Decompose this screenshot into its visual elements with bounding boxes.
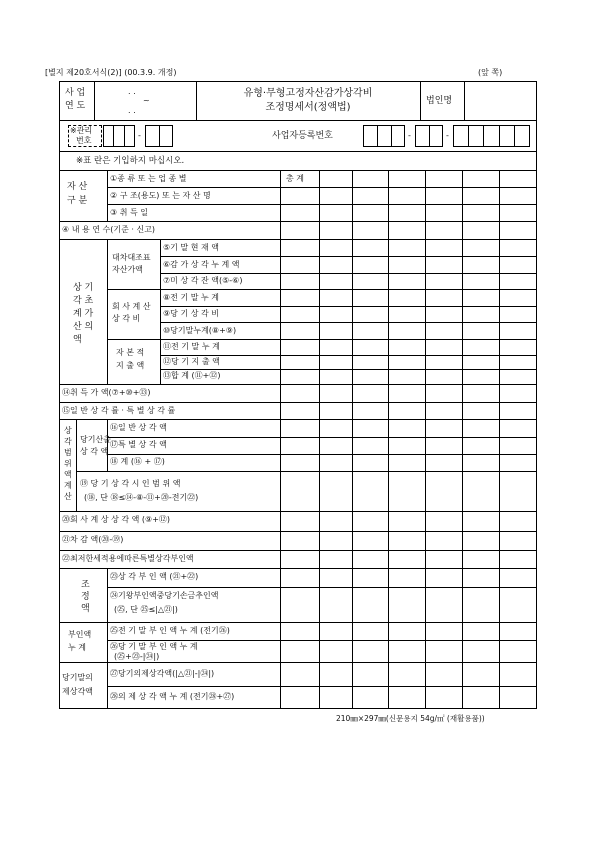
mgmt-number-field-1[interactable]	[103, 125, 135, 147]
form-subtitle: 조정명세서(정액법)	[265, 102, 351, 113]
page-side: (앞 쪽)	[478, 68, 503, 77]
row-19-formula: (⑱, 단 ⑱≤⑭-⑧-⑪+⑳-전기㉒)	[84, 493, 199, 502]
row-25: ㉕전 기 말 부 인 액 누 계 (전기㉖)	[110, 626, 230, 635]
company-calc-label-2: 상 각 비	[112, 314, 141, 323]
capital-expense-label-2: 지 출 액	[116, 361, 145, 370]
row-5: ⑤기 말 현 재 액	[163, 243, 219, 252]
row-12: ⑫당 기 지 출 액	[163, 357, 220, 366]
row-7: ⑦미 상 각 잔 액(⑤-⑥)	[163, 276, 243, 285]
form-reference: [별지 제20호서식(2)] (00.3.9. 개정)	[45, 68, 177, 77]
bs-label-2: 자산가액	[112, 265, 143, 274]
row-26-formula: (㉕+㉓-|㉔|)	[114, 652, 160, 661]
row-22: ㉒최저한세적용에따른특별상각부인액	[62, 554, 194, 563]
row-23: ㉓상 각 부 인 액 (㉑+㉒)	[110, 572, 199, 581]
row-17: ⑰특 별 상 각 액	[110, 440, 167, 449]
adjust-label: 조	[81, 580, 90, 590]
biz-dash-1: -	[408, 131, 411, 140]
mgmt-dash: -	[138, 131, 141, 140]
period-label-2: 연 도	[65, 101, 86, 111]
row-21: ㉑차 감 액(⑳-⑲)	[62, 535, 124, 544]
row-13: ⑬합 계 (⑪+⑫)	[163, 371, 221, 380]
limit-label: 상	[64, 426, 72, 435]
bs-label: 대차대조표	[112, 253, 151, 262]
capital-expense-label: 자 본 적	[116, 348, 145, 357]
paper-spec: 210㎜×297㎜(신문용지 54g/㎡ (재활용품))	[336, 714, 485, 723]
mgmt-number-label: ※관리	[70, 126, 93, 135]
row-10: ⑩당기말누계(⑧+⑨)	[163, 326, 237, 335]
corp-name-field[interactable]	[465, 82, 536, 119]
row-3-acq-date: ③ 취 득 일	[110, 208, 148, 217]
row-19: ⑲ 당 기 상 각 시 인 범 위 액	[80, 479, 181, 488]
row-27: ㉗당기의제상각액(|△㉑|-|㉔|)	[110, 669, 215, 678]
biz-reg-number-label: 사업자등록번호	[272, 131, 333, 141]
limit-label-5: 액	[64, 470, 72, 479]
limit-label-7: 산	[64, 492, 72, 501]
dep-base-label-2: 각 초	[73, 296, 94, 306]
period-tilde: ~	[143, 96, 150, 105]
dep-base-label: 상 기	[73, 283, 94, 293]
row-14: ⑭취 득 가 액(⑦+⑩+⑬)	[62, 388, 151, 397]
row-6: ⑥감 가 상 각 누 계 액	[163, 260, 240, 269]
row-2-structure: ② 구 조(용도) 또 는 자 산 명	[110, 191, 211, 200]
company-calc-label: 회 사 계 산	[112, 302, 151, 311]
current-calc-label-2: 상 각 액	[80, 447, 109, 456]
eop-deemed-label-2: 제상각액	[62, 687, 93, 696]
mgmt-number-label-2: 번호	[76, 136, 92, 145]
denied-cum-label: 부인액	[68, 630, 92, 639]
dep-base-label-5: 액	[73, 335, 82, 345]
current-calc-label: 당기산출	[80, 435, 111, 444]
eop-deemed-label: 당기말의	[62, 673, 93, 682]
denied-cum-label-2: 누 계	[68, 643, 86, 652]
period-end-date[interactable]: . .	[128, 106, 136, 115]
row-16: ⑯일 반 상 각 액	[110, 423, 167, 432]
adjust-label-2: 정	[81, 592, 90, 602]
limit-label-6: 계	[64, 481, 72, 490]
row-1-type: ①종 류 또 는 업 종 별	[110, 174, 187, 183]
biz-reg-field-3[interactable]	[453, 125, 530, 147]
row-8: ⑧전 기 말 누 계	[163, 293, 219, 302]
row-26: ㉖당 기 말 부 인 액 누 계	[110, 642, 198, 651]
asset-class-label-2: 구 분	[67, 196, 88, 206]
limit-label-3: 범	[64, 448, 72, 457]
adjust-label-3: 액	[81, 604, 90, 614]
limit-label-2: 각	[64, 437, 72, 446]
row-9: ⑨당 기 상 각 비	[163, 309, 219, 318]
total-header: 총 계	[286, 174, 304, 183]
row-18: ⑱ 계 (⑯ + ⑰)	[110, 457, 165, 466]
dep-base-label-3: 계 가	[73, 309, 94, 319]
row-24-formula: (㉕, 단 ㉕≤|△㉑|)	[114, 605, 178, 614]
row-24: ㉔기왕부인액중당기손금추인액	[110, 591, 219, 600]
row-20: ⑳회 사 계 상 상 각 액 (⑨+⑫)	[62, 515, 171, 524]
dep-base-label-4: 산 의	[73, 322, 94, 332]
row-11: ⑪전 기 말 누 계	[163, 342, 220, 351]
asset-class-label: 자 산	[67, 182, 88, 192]
form-title: 유형·무형고정자산감가상각비	[243, 88, 373, 99]
row-15: ⑮일 반 상 각 률 · 특 별 상 각 률	[62, 406, 176, 415]
limit-label-4: 위	[64, 459, 72, 468]
biz-dash-2: -	[446, 131, 449, 140]
corp-name-label: 법인명	[426, 96, 453, 106]
row-28: ㉘의 제 상 각 액 누 계 (전기㉘+㉗)	[110, 692, 235, 701]
period-label: 사 업	[65, 88, 86, 98]
notice-text: ※표 란은 기입하지 마십시오.	[76, 156, 185, 166]
period-start-date[interactable]: . .	[128, 87, 136, 96]
biz-reg-field-1[interactable]	[363, 125, 405, 147]
row-4-useful-life: ④ 내 용 연 수(기준 · 신고)	[62, 225, 156, 234]
